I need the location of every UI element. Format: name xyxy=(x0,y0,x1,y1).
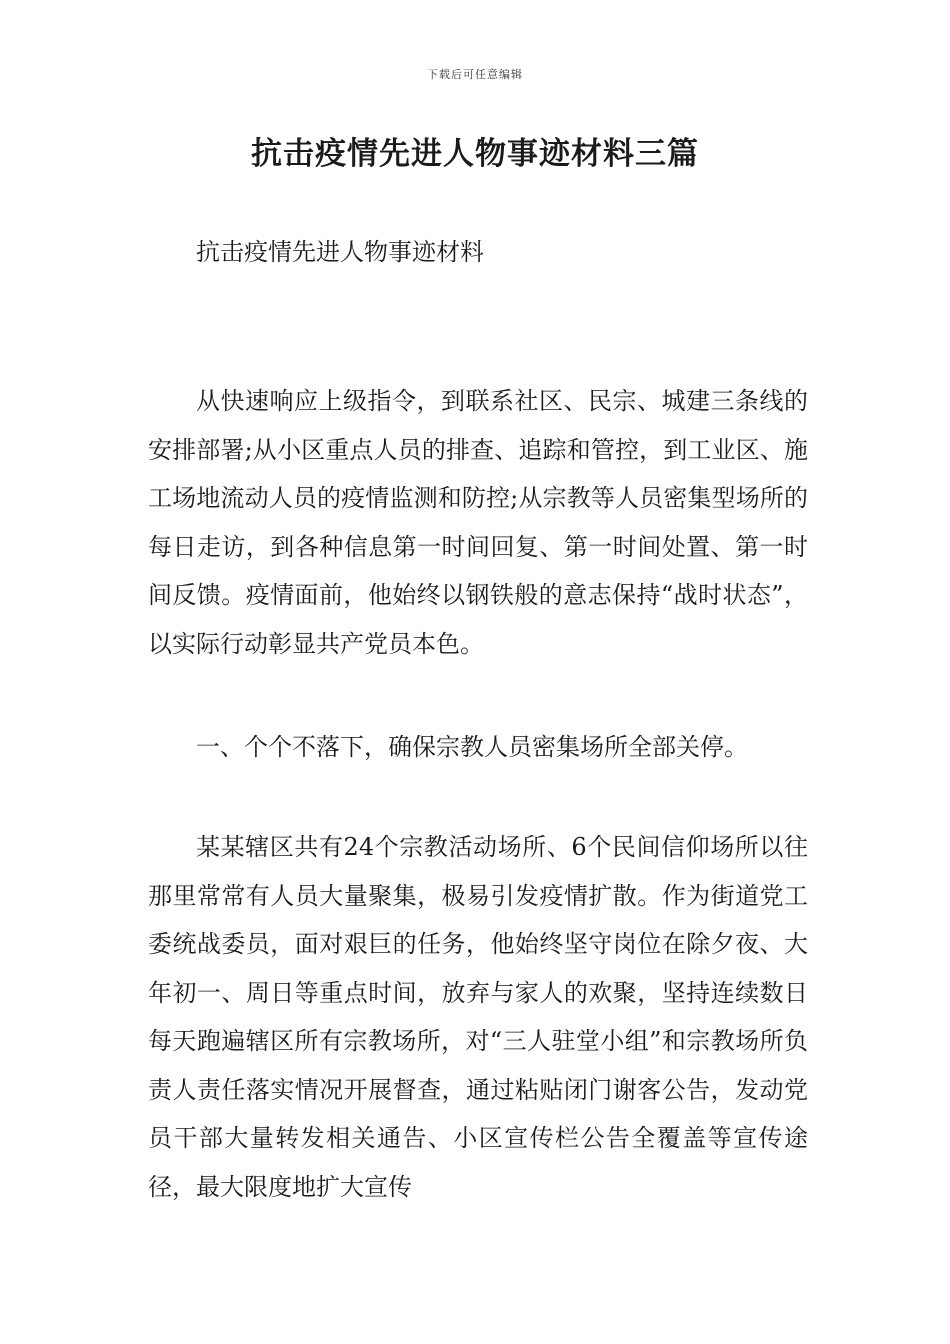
document-title: 抗击疫情先进人物事迹材料三篇 xyxy=(251,136,699,172)
paragraph-body: 某某辖区共有24个宗教活动场所、6个民间信仰场所以往那里常常有人员大量聚集，极易引发疫情扩散。作为街道党工委统战委员，面对艰巨的任务，他始终坚守岗位在除夕夜、大年初一、周日等重点时间，放弃与家人的欢聚，坚持连续数日每天跑遍辖区所有宗教场所，对“三人驻堂小组”和宗教场所负责人责任落实情况开展督查，通过粘贴闭门谢客公告，发动党员干部大量转发相关通告、小区宣传栏公告全覆盖等宣传途径，最大限度地扩大宣传 xyxy=(148,833,808,1201)
paragraph-heading-one: 一、个个不落下，确保宗教人员密集场所全部关停。 xyxy=(196,733,748,761)
paragraph-intro: 从快速响应上级指令，到联系社区、民宗、城建三条线的安排部署;从小区重点人员的排查、追踪和管控，到工业区、施工场地流动人员的疫情监测和防控;从宗教等人员密集型场所的每日走访，到各种信息第一时间回复、第一时间处置、第一时间反馈。疫情面前，他始终以钢铁般的意志保持“战时状态”，以实际行动彰显共产党员本色。 xyxy=(148,387,808,658)
header-note: 下载后可任意编辑 xyxy=(427,68,523,81)
section-subtitle: 抗击疫情先进人物事迹材料 xyxy=(196,238,484,266)
